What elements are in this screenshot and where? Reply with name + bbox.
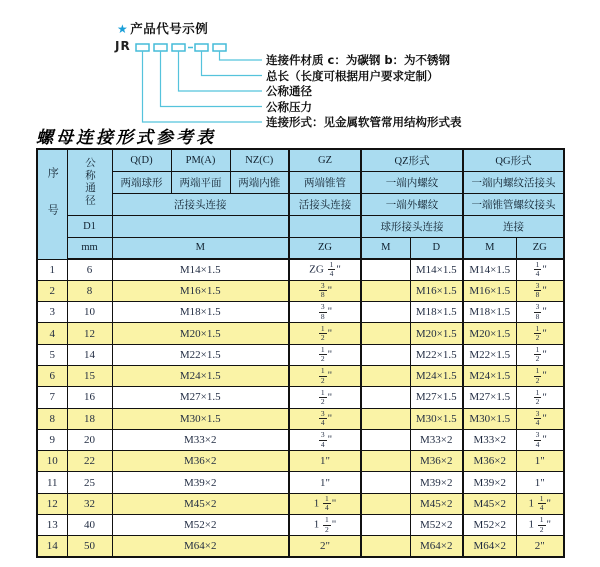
cell-qg_zg: 1" [516,451,564,472]
cell-m: M52×2 [112,515,289,536]
cell-qz_d: M30×1.5 [410,408,463,429]
annotation-material: 连接件材质 c：为碳钢 b：为不锈钢 [266,53,451,67]
header-seq: 序号 [37,149,67,259]
cell-qg_m: M24×1.5 [463,365,516,386]
table-row [37,472,564,493]
cell-gz: $\frac{1}{2}$ " [289,323,361,344]
cell-gz: 2" [289,536,361,557]
cell-dn: 32 [67,493,112,514]
cell-dn: 15 [67,365,112,386]
cell-gz: ZG $\frac{1}{4}$ " [289,259,361,280]
annotation-connection-form: 连接形式：见金属软管常用结构形式表 [266,115,462,129]
cell-qz_d: M22×1.5 [410,344,463,365]
cell-qz_d: M20×1.5 [410,323,463,344]
cell-qg_zg: $\frac{1}{4}$ " [516,259,564,280]
header-qz-desc1: 一端内螺纹 [361,171,463,193]
cell-qz_d: M24×1.5 [410,365,463,386]
cell-dn: 20 [67,429,112,450]
callout-line-material [220,51,263,60]
cell-qg_m: M14×1.5 [463,259,516,280]
header-zg-label: ZG [289,237,361,259]
header-nz-desc: 两端内锥 [230,171,289,193]
header-m-label: M [112,237,289,259]
cell-seq: 7 [37,387,67,408]
cell-qz_m [361,302,410,323]
header-row-2 [37,171,564,193]
code-box-5 [213,44,226,51]
cell-qg_m: M33×2 [463,429,516,450]
header-row-1 [37,149,564,171]
callout-line-diameter [179,51,263,91]
header-qg-m-label: M [463,237,516,259]
cell-gz: $\frac{1}{2}$ " [289,365,361,386]
header-col-qz: QZ形式 [361,149,463,171]
header-col-qg: QG形式 [463,149,564,171]
cell-qg_m: M16×1.5 [463,280,516,301]
cell-seq: 10 [37,451,67,472]
cell-qz_m [361,493,410,514]
cell-m: M22×1.5 [112,344,289,365]
cell-dn: 6 [67,259,112,280]
table-row [37,259,564,280]
cell-qz_d: M16×1.5 [410,280,463,301]
header-qz-desc2: 一端外螺纹 [361,193,463,215]
cell-seq: 8 [37,408,67,429]
cell-dn: 40 [67,515,112,536]
star-icon: ★ [117,22,129,36]
cell-qz_m [361,536,410,557]
cell-dn: 16 [67,387,112,408]
callout-line-pressure [161,51,263,107]
cell-qz_d: M18×1.5 [410,302,463,323]
table-body [37,259,564,557]
header-row-3 [37,193,564,215]
cell-dn: 22 [67,451,112,472]
table-row [37,323,564,344]
cell-qz_d: M64×2 [410,536,463,557]
table-header [37,149,564,259]
cell-dn: 50 [67,536,112,557]
nut-connection-table [36,148,565,558]
cell-dn: 18 [67,408,112,429]
cell-m: M45×2 [112,493,289,514]
cell-qz_m [361,451,410,472]
cell-dn: 8 [67,280,112,301]
cell-qg_zg: $\frac{3}{8}$ " [516,302,564,323]
cell-seq: 2 [37,280,67,301]
table-row [37,429,564,450]
cell-m: M16×1.5 [112,280,289,301]
cell-qz_d: M36×2 [410,451,463,472]
code-box-2 [154,44,167,51]
table-row [37,344,564,365]
cell-seq: 14 [37,536,67,557]
cell-qg_m: M27×1.5 [463,387,516,408]
header-qz-d-label: D [410,237,463,259]
cell-qg_zg: 1" [516,472,564,493]
cell-qz_m [361,365,410,386]
cell-gz: 1" [289,451,361,472]
cell-qg_m: M18×1.5 [463,302,516,323]
cell-m: M24×1.5 [112,365,289,386]
cell-qg_zg: $\frac{1}{2}$ " [516,387,564,408]
cell-qz_d: M39×2 [410,472,463,493]
empty-cell [289,215,361,237]
header-q-desc: 两端球形 [112,171,171,193]
cell-gz: $\frac{1}{2}$ " [289,387,361,408]
cell-seq: 6 [37,365,67,386]
cell-qg_zg: $\frac{3}{4}$ " [516,408,564,429]
table-row [37,536,564,557]
cell-qz_d: M27×1.5 [410,387,463,408]
cell-qg_zg: $\frac{1}{2}$ " [516,365,564,386]
table-row [37,408,564,429]
cell-qz_d: M52×2 [410,515,463,536]
cell-qg_m: M20×1.5 [463,323,516,344]
cell-dn: 25 [67,472,112,493]
header-col-nz: NZ(C) [230,149,289,171]
cell-qg_zg: $\frac{3}{4}$ " [516,429,564,450]
cell-seq: 13 [37,515,67,536]
header-col-pm: PM(A) [171,149,230,171]
cell-gz: 1" [289,472,361,493]
cell-qg_m: M45×2 [463,493,516,514]
header-row-4 [37,215,564,237]
diagram-heading-text: 产品代号示例 [130,21,209,36]
cell-qg_m: M64×2 [463,536,516,557]
cell-qz_m [361,472,410,493]
cell-seq: 5 [37,344,67,365]
cell-seq: 1 [37,259,67,280]
header-mm: mm [67,237,112,259]
cell-seq: 12 [37,493,67,514]
cell-m: M33×2 [112,429,289,450]
table-row [37,387,564,408]
cell-qg_zg: $\frac{1}{2}$ " [516,344,564,365]
cell-m: M18×1.5 [112,302,289,323]
header-qg-connection: 连接 [463,215,564,237]
header-gz-desc: 两端锥管 [289,171,361,193]
cell-qg_m: M52×2 [463,515,516,536]
cell-gz: $\frac{3}{8}$ " [289,280,361,301]
table-row [37,280,564,301]
cell-qg_zg: 1 $\frac{1}{2}$ " [516,515,564,536]
empty-cell [112,215,289,237]
cell-seq: 3 [37,302,67,323]
cell-qz_m [361,280,410,301]
diagram-heading [117,19,208,37]
header-dn: 公称通径 [67,149,112,215]
annotation-pressure: 公称压力 [266,99,312,114]
callout-line-length [202,51,263,76]
header-qg-desc2: 一端锥管螺纹接头 [463,193,564,215]
cell-qg_m: M30×1.5 [463,408,516,429]
header-qg-desc1: 一端内螺纹活接头 [463,171,564,193]
cell-m: M30×1.5 [112,408,289,429]
cell-qz_m [361,429,410,450]
code-box-1 [136,44,149,51]
cell-seq: 9 [37,429,67,450]
cell-m: M39×2 [112,472,289,493]
cell-qg_m: M39×2 [463,472,516,493]
header-d1: D1 [67,215,112,237]
cell-qz_m [361,408,410,429]
cell-dn: 14 [67,344,112,365]
cell-m: M27×1.5 [112,387,289,408]
header-qg-zg-label: ZG [516,237,564,259]
cell-qg_zg: $\frac{3}{8}$ " [516,280,564,301]
cell-gz: $\frac{3}{4}$ " [289,429,361,450]
cell-dn: 10 [67,302,112,323]
cell-qz_d: M45×2 [410,493,463,514]
cell-qz_m [361,387,410,408]
table-row [37,493,564,514]
cell-qz_d: M14×1.5 [410,259,463,280]
cell-m: M64×2 [112,536,289,557]
cell-qg_zg: $\frac{1}{2}$ " [516,323,564,344]
cell-m: M14×1.5 [112,259,289,280]
code-box-3 [172,44,185,51]
code-box-4 [195,44,208,51]
cell-qg_zg: 2" [516,536,564,557]
cell-qz_d: M33×2 [410,429,463,450]
cell-qz_m [361,323,410,344]
cell-seq: 11 [37,472,67,493]
cell-dn: 12 [67,323,112,344]
cell-gz: 1 $\frac{1}{4}$ " [289,493,361,514]
cell-gz: $\frac{3}{4}$ " [289,408,361,429]
table-title: 螺母连接形式参考表 [36,128,216,147]
header-qz-m-label: M [361,237,410,259]
header-union-connection: 活接头连接 [112,193,289,215]
header-qz-connection: 球形接头连接 [361,215,463,237]
cell-m: M20×1.5 [112,323,289,344]
cell-gz: 1 $\frac{1}{2}$ " [289,515,361,536]
cell-gz: $\frac{3}{8}$ " [289,302,361,323]
table-row [37,302,564,323]
cell-qg_m: M36×2 [463,451,516,472]
cell-qz_m [361,344,410,365]
annotation-length: 总长（长度可根据用户要求定制） [266,68,439,83]
header-row-5 [37,237,564,259]
header-gz-connection: 活接头连接 [289,193,361,215]
cell-qg_zg: 1 $\frac{1}{4}$ " [516,493,564,514]
header-col-q: Q(D) [112,149,171,171]
header-col-gz: GZ [289,149,361,171]
cell-qz_m [361,259,410,280]
table-row [37,515,564,536]
annotation-diameter: 公称通径 [266,84,312,98]
table-row [37,451,564,472]
cell-m: M36×2 [112,451,289,472]
cell-seq: 4 [37,323,67,344]
code-prefix: JR [115,39,131,53]
header-pm-desc: 两端平面 [171,171,230,193]
cell-qz_m [361,515,410,536]
cell-qg_m: M22×1.5 [463,344,516,365]
table-row [37,365,564,386]
cell-gz: $\frac{1}{2}$ " [289,344,361,365]
